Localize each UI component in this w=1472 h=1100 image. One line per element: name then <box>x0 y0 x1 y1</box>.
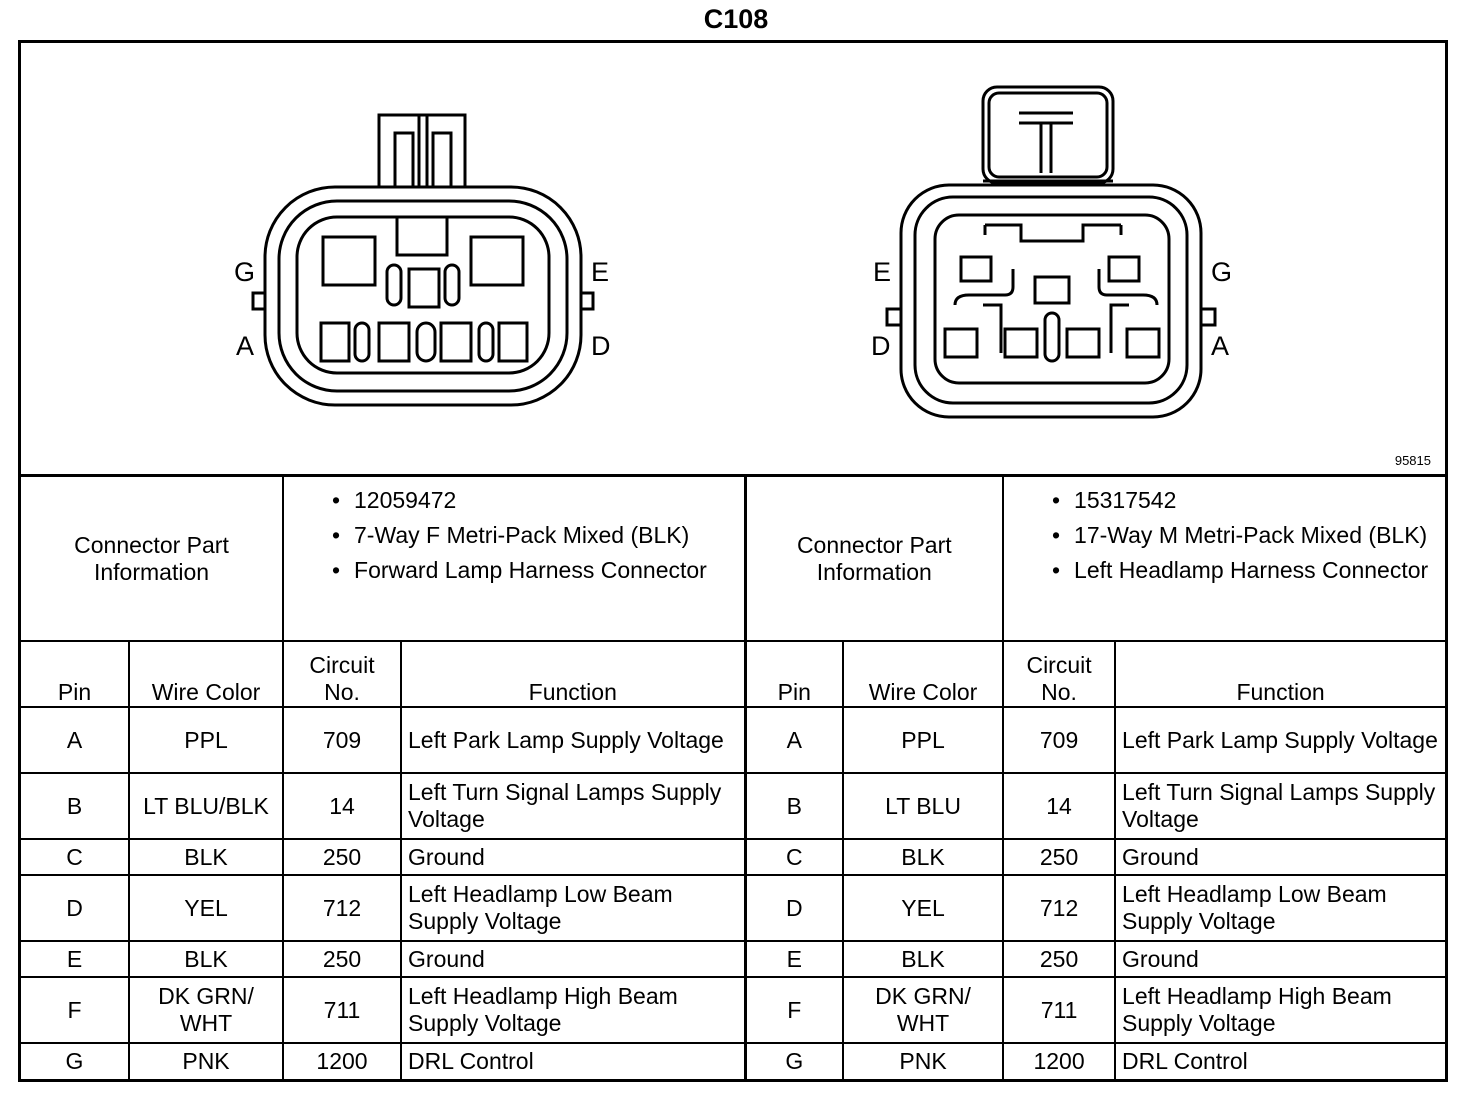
info-item: • 17-Way M Metri-Pack Mixed (BLK) <box>1074 522 1439 549</box>
circuit-cell: 711 <box>1003 977 1115 1043</box>
pin-cell: G <box>21 1043 129 1079</box>
function-cell: Left Headlamp High Beam Supply Voltage <box>401 977 745 1043</box>
circuit-cell: 712 <box>283 875 401 941</box>
wire-color-cell: BLK <box>129 941 283 977</box>
pin-rows <box>21 707 1445 1079</box>
info-item: • 12059472 <box>354 487 738 514</box>
circuit-header: Circuit No. <box>283 641 401 707</box>
info-item: • 7-Way F Metri-Pack Mixed (BLK) <box>354 522 738 549</box>
figure-id: 95815 <box>1394 453 1431 468</box>
function-cell: Ground <box>401 941 745 977</box>
function-cell: DRL Control <box>1115 1043 1445 1079</box>
connector-drawings <box>21 43 1445 477</box>
pin-header: Pin <box>745 641 843 707</box>
right-pin-label-top-left: E <box>873 257 892 287</box>
table-row <box>21 773 1445 839</box>
right-connector-drawing <box>887 87 1215 417</box>
function-cell: Ground <box>401 839 745 875</box>
right-pin-label-bottom-right: A <box>1211 331 1230 361</box>
pin-cell: E <box>21 941 129 977</box>
table-row <box>21 707 1445 773</box>
left-pin-label-bottom-right: D <box>591 331 611 361</box>
pin-cell: D <box>745 875 843 941</box>
function-cell: Left Headlamp Low Beam Supply Voltage <box>1115 875 1445 941</box>
pin-cell: C <box>745 839 843 875</box>
left-connector-drawing <box>253 115 593 405</box>
function-cell: Left Park Lamp Supply Voltage <box>1115 707 1445 773</box>
column-header-row <box>21 641 1445 707</box>
wire-color-cell: LT BLU <box>843 773 1003 839</box>
pin-cell: F <box>745 977 843 1043</box>
info-item: • Left Headlamp Harness Connector <box>1074 557 1439 584</box>
circuit-cell: 250 <box>1003 941 1115 977</box>
wire-color-cell: BLK <box>129 839 283 875</box>
circuit-cell: 250 <box>1003 839 1115 875</box>
connector-frame <box>18 40 1448 1082</box>
function-cell: Left Headlamp Low Beam Supply Voltage <box>401 875 745 941</box>
connector-diagram <box>21 43 1445 477</box>
right-pin-label-top-right: G <box>1211 257 1233 287</box>
info-item: • 15317542 <box>1074 487 1439 514</box>
wire-color-header: Wire Color <box>843 641 1003 707</box>
pin-header: Pin <box>21 641 129 707</box>
circuit-cell: 250 <box>283 941 401 977</box>
wire-color-cell: PNK <box>129 1043 283 1079</box>
function-cell: Left Headlamp High Beam Supply Voltage <box>1115 977 1445 1043</box>
circuit-header: Circuit No. <box>1003 641 1115 707</box>
circuit-cell: 14 <box>1003 773 1115 839</box>
wire-color-cell: PNK <box>843 1043 1003 1079</box>
wire-color-cell: DK GRN/ WHT <box>843 977 1003 1043</box>
table-row <box>21 839 1445 875</box>
function-cell: Left Park Lamp Supply Voltage <box>401 707 745 773</box>
pin-cell: B <box>745 773 843 839</box>
left-pin-label-top-right: E <box>591 257 610 287</box>
wire-color-cell: BLK <box>843 839 1003 875</box>
pin-cell: A <box>21 707 129 773</box>
wire-color-cell: YEL <box>843 875 1003 941</box>
wire-color-cell: PPL <box>843 707 1003 773</box>
table-row <box>21 1043 1445 1079</box>
left-pin-label-bottom-left: A <box>236 331 255 361</box>
connector-info-label-left: Connector Part Information <box>21 477 283 641</box>
circuit-cell: 250 <box>283 839 401 875</box>
pin-cell: C <box>21 839 129 875</box>
table-row <box>21 977 1445 1043</box>
function-header: Function <box>1115 641 1445 707</box>
function-cell: Ground <box>1115 941 1445 977</box>
wire-color-cell: LT BLU/BLK <box>129 773 283 839</box>
right-pin-label-bottom-left: D <box>871 331 891 361</box>
left-pin-label-top-left: G <box>234 257 256 287</box>
wire-color-cell: DK GRN/ WHT <box>129 977 283 1043</box>
function-cell: Left Turn Signal Lamps Supply Voltage <box>401 773 745 839</box>
wire-color-cell: PPL <box>129 707 283 773</box>
circuit-cell: 1200 <box>283 1043 401 1079</box>
connector-info-left <box>283 477 745 641</box>
wire-color-cell: BLK <box>843 941 1003 977</box>
table-row <box>21 941 1445 977</box>
pinout-table <box>21 477 1445 1079</box>
connector-info-row <box>21 477 1445 641</box>
page-title: C108 <box>703 4 769 34</box>
wire-color-header: Wire Color <box>129 641 283 707</box>
pin-cell: B <box>21 773 129 839</box>
function-cell: Left Turn Signal Lamps Supply Voltage <box>1115 773 1445 839</box>
circuit-cell: 1200 <box>1003 1043 1115 1079</box>
connector-info-right <box>1003 477 1445 641</box>
pin-cell: E <box>745 941 843 977</box>
pin-cell: A <box>745 707 843 773</box>
function-header: Function <box>401 641 745 707</box>
table-row <box>21 875 1445 941</box>
circuit-cell: 712 <box>1003 875 1115 941</box>
info-item: • Forward Lamp Harness Connector <box>354 557 738 584</box>
function-cell: DRL Control <box>401 1043 745 1079</box>
circuit-cell: 711 <box>283 977 401 1043</box>
pin-cell: D <box>21 875 129 941</box>
connector-info-label-right: Connector Part Information <box>745 477 1003 641</box>
pin-cell: F <box>21 977 129 1043</box>
circuit-cell: 709 <box>283 707 401 773</box>
function-cell: Ground <box>1115 839 1445 875</box>
pin-cell: G <box>745 1043 843 1079</box>
wire-color-cell: YEL <box>129 875 283 941</box>
circuit-cell: 14 <box>283 773 401 839</box>
circuit-cell: 709 <box>1003 707 1115 773</box>
